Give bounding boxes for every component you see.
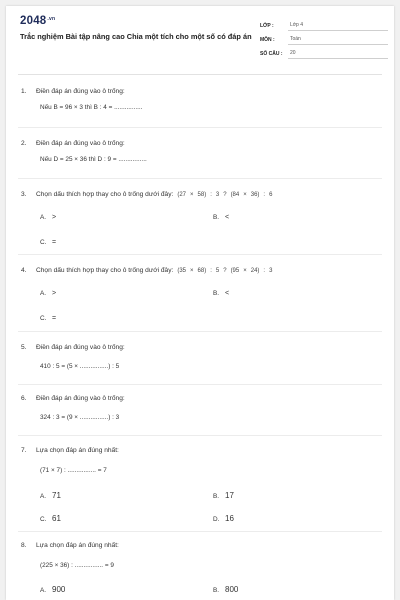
choice-a[interactable] xyxy=(40,585,65,594)
choice-a[interactable] xyxy=(40,214,56,221)
question-divider xyxy=(18,254,382,255)
question-text: Chọn dấu thích hợp thay cho ô trống dưới đây: xyxy=(36,267,174,274)
meta-info xyxy=(260,17,388,59)
meta-subject xyxy=(260,31,388,45)
question-text: Điền đáp án đúng vào ô trống: xyxy=(36,344,125,351)
expr-token: : xyxy=(263,268,266,274)
choice-label: B. xyxy=(213,587,220,594)
question-prompt xyxy=(21,140,125,147)
question-divider xyxy=(18,435,382,436)
question-divider xyxy=(18,127,382,128)
choice-label: B. xyxy=(213,493,220,500)
question-expression: 324 : 3 = (9 × ................) : 3 xyxy=(40,414,120,421)
choice-b[interactable] xyxy=(213,290,229,297)
expr-token: 58) xyxy=(197,192,207,198)
header-divider xyxy=(18,74,382,75)
expr-token: 36) xyxy=(250,192,260,198)
meta-key: SỐ CÂU : xyxy=(260,51,283,57)
choice-label: A. xyxy=(40,587,47,594)
choice-text: 900 xyxy=(52,585,66,594)
question-number: 7. xyxy=(21,447,27,454)
expr-token: (35 xyxy=(177,268,187,274)
question-divider xyxy=(18,384,382,385)
question-number: 5. xyxy=(21,344,27,351)
page-title: Trắc nghiệm Bài tập nâng cao Chia một tích cho một số có đáp án xyxy=(20,32,252,41)
choice-d[interactable] xyxy=(213,514,234,523)
expr-token: × xyxy=(190,192,194,198)
expr-token: × xyxy=(190,268,194,274)
question-expression: 410 : 5 = (5 × ................) : 5 xyxy=(40,363,120,370)
worksheet xyxy=(6,6,394,600)
expr-token: (84 xyxy=(230,192,240,198)
expr-token: : xyxy=(210,268,212,274)
site-logo[interactable] xyxy=(20,15,55,27)
choice-label: B. xyxy=(213,290,220,297)
choice-label: A. xyxy=(40,214,47,221)
question-expression: (225 × 36) : ................ = 9 xyxy=(40,562,114,569)
question-prompt xyxy=(21,395,125,402)
question-text: Lựa chọn đáp án đúng nhất: xyxy=(36,542,119,549)
choice-text: > xyxy=(52,214,57,221)
question-number: 2. xyxy=(21,140,27,147)
question-number: 8. xyxy=(21,542,27,549)
choice-text: < xyxy=(225,214,230,221)
question-text: Điền đáp án đúng vào ô trống: xyxy=(36,140,125,147)
logo-text: 2048 xyxy=(20,15,47,27)
choice-text: = xyxy=(52,239,57,246)
expr-token: × xyxy=(243,192,247,198)
meta-value: 20 xyxy=(288,50,388,59)
meta-value: Toán xyxy=(288,36,388,45)
question-number: 4. xyxy=(21,267,27,274)
meta-key: LỚP : xyxy=(260,23,274,29)
question-divider xyxy=(18,531,382,532)
choice-text: 800 xyxy=(225,585,239,594)
expr-token: 68) xyxy=(197,268,207,274)
expr-token: (95 xyxy=(230,268,240,274)
choice-label: C. xyxy=(40,239,47,246)
question-text: Chọn dấu thích hợp thay cho ô trống dưới đây: xyxy=(36,191,174,198)
choice-c[interactable] xyxy=(40,315,56,322)
question-divider xyxy=(18,331,382,332)
expr-token: : xyxy=(210,192,212,198)
question-expression: Nếu D = 25 × 36 thì D : 9 = ................ xyxy=(40,156,147,163)
question-text: Điền đáp án đúng vào ô trống: xyxy=(36,395,125,402)
meta-value: Lớp 4 xyxy=(288,22,388,31)
choice-label: A. xyxy=(40,290,47,297)
comparison-expression xyxy=(175,268,274,274)
question-divider xyxy=(18,178,382,179)
expr-token: × xyxy=(243,268,247,274)
expr-token: 5 xyxy=(215,268,220,274)
expr-token: : xyxy=(263,192,266,198)
choice-b[interactable] xyxy=(213,214,229,221)
meta-question-count xyxy=(260,45,388,59)
choice-label: A. xyxy=(40,493,47,500)
expr-token: ? xyxy=(223,192,227,198)
expr-token: ? xyxy=(223,268,227,274)
expr-token: 6 xyxy=(269,192,273,198)
question-prompt xyxy=(21,542,119,549)
question-prompt xyxy=(21,344,125,351)
choice-a[interactable] xyxy=(40,491,61,500)
choice-label: D. xyxy=(213,516,220,523)
choice-text: 17 xyxy=(225,491,234,500)
expr-token: 3 xyxy=(215,192,220,198)
question-text: Điền đáp án đúng vào ô trống: xyxy=(36,88,125,95)
question-text: Lựa chọn đáp án đúng nhất: xyxy=(36,447,119,454)
question-prompt xyxy=(21,88,125,95)
question-number: 6. xyxy=(21,395,27,402)
expr-token: 24) xyxy=(250,268,260,274)
expr-token: (27 xyxy=(177,192,187,198)
choice-label: C. xyxy=(40,315,47,322)
choice-text: > xyxy=(52,290,57,297)
choice-label: C. xyxy=(40,516,47,523)
logo-suffix: .vn xyxy=(47,16,56,22)
meta-class xyxy=(260,17,388,31)
choice-text: < xyxy=(225,290,230,297)
choice-text: 61 xyxy=(52,514,61,523)
choice-text: 16 xyxy=(225,514,234,523)
question-expression: Nếu B = 96 × 3 thì B : 4 = ................ xyxy=(40,104,143,111)
choice-text: = xyxy=(52,315,57,322)
choice-a[interactable] xyxy=(40,290,56,297)
choice-label: B. xyxy=(213,214,220,221)
choice-c[interactable] xyxy=(40,239,56,246)
question-number: 3. xyxy=(21,191,27,198)
expr-token: 3 xyxy=(269,268,273,274)
choice-text: 71 xyxy=(52,491,61,500)
meta-key: MÔN : xyxy=(260,37,275,43)
question-prompt xyxy=(21,447,119,454)
question-prompt xyxy=(21,191,274,198)
question-prompt xyxy=(21,267,274,274)
choice-b[interactable] xyxy=(213,585,238,594)
comparison-expression xyxy=(175,192,274,198)
choice-b[interactable] xyxy=(213,491,234,500)
question-expression: (71 × 7) : ................ = 7 xyxy=(40,467,107,474)
choice-c[interactable] xyxy=(40,514,61,523)
worksheet-header xyxy=(6,6,394,74)
question-number: 1. xyxy=(21,88,27,95)
